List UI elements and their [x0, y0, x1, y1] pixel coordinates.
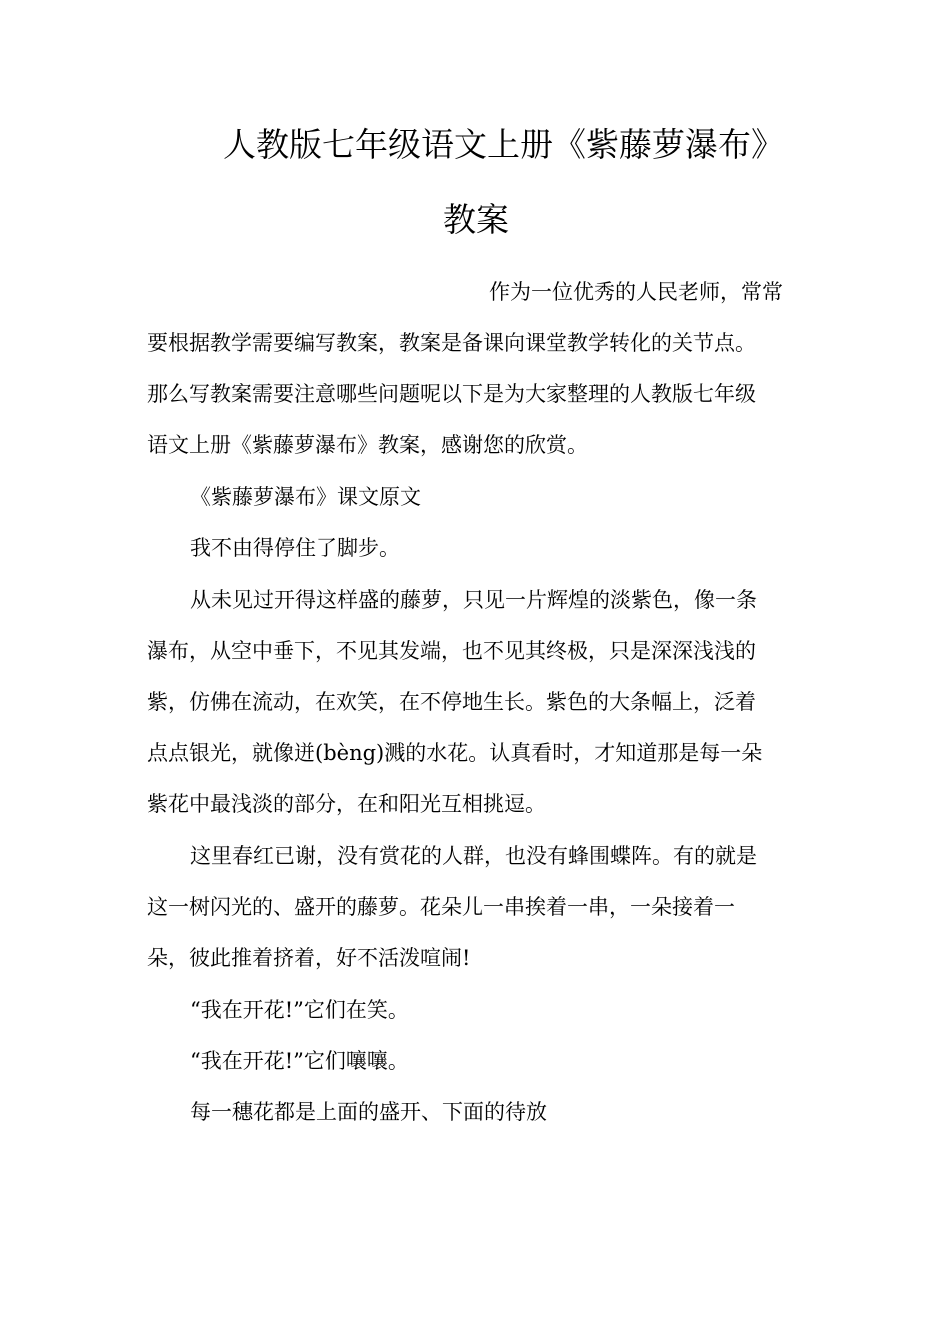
intro-line-3: 那么写教案需要注意哪些问题呢以下是为大家整理的人教版七年级	[147, 382, 756, 406]
paragraph-line: 这里春红已谢，没有赏花的人群，也没有蜂围蝶阵。有的就是	[190, 844, 757, 868]
document-title-line-2: 教案	[443, 200, 509, 239]
paragraph-line: 紫花中最浅淡的部分，在和阳光互相挑逗。	[147, 792, 546, 816]
paragraph-line: 朵，彼此推着挤着，好不活泼喧闹!	[147, 946, 471, 970]
paragraph-line: 紫，仿佛在流动，在欢笑，在不停地生长。紫色的大条幅上，泛着	[147, 690, 756, 714]
document-title-line-1: 人教版七年级语文上册《紫藤萝瀑布》	[223, 125, 784, 164]
paragraph-line: 瀑布，从空中垂下，不见其发端，也不见其终极，只是深深浅浅的	[147, 639, 756, 663]
paragraph-line: 这一树闪光的、盛开的藤萝。花朵儿一串挨着一串，一朵接着一	[147, 895, 735, 919]
intro-line-1: 作为一位优秀的人民老师，常常	[489, 280, 783, 304]
paragraph-line: “我在开花!”它们嚷嚷。	[190, 1049, 409, 1073]
paragraph-line: 从未见过开得这样盛的藤萝，只见一片辉煌的淡紫色，像一条	[190, 588, 757, 612]
paragraph-line: “我在开花!”它们在笑。	[190, 998, 409, 1022]
paragraph-line: 每一穗花都是上面的盛开、下面的待放	[190, 1100, 547, 1124]
intro-line-2: 要根据教学需要编写教案，教案是备课向课堂教学转化的关节点。	[147, 331, 756, 355]
paragraph-line: 我不由得停住了脚步。	[190, 536, 400, 560]
paragraph-line: 点点银光，就像迸(bèng)溅的水花。认真看时，才知道那是每一朵	[147, 741, 763, 765]
section-heading: 《紫藤萝瀑布》课文原文	[190, 485, 421, 509]
intro-line-4: 语文上册《紫藤萝瀑布》教案，感谢您的欣赏。	[147, 433, 588, 457]
